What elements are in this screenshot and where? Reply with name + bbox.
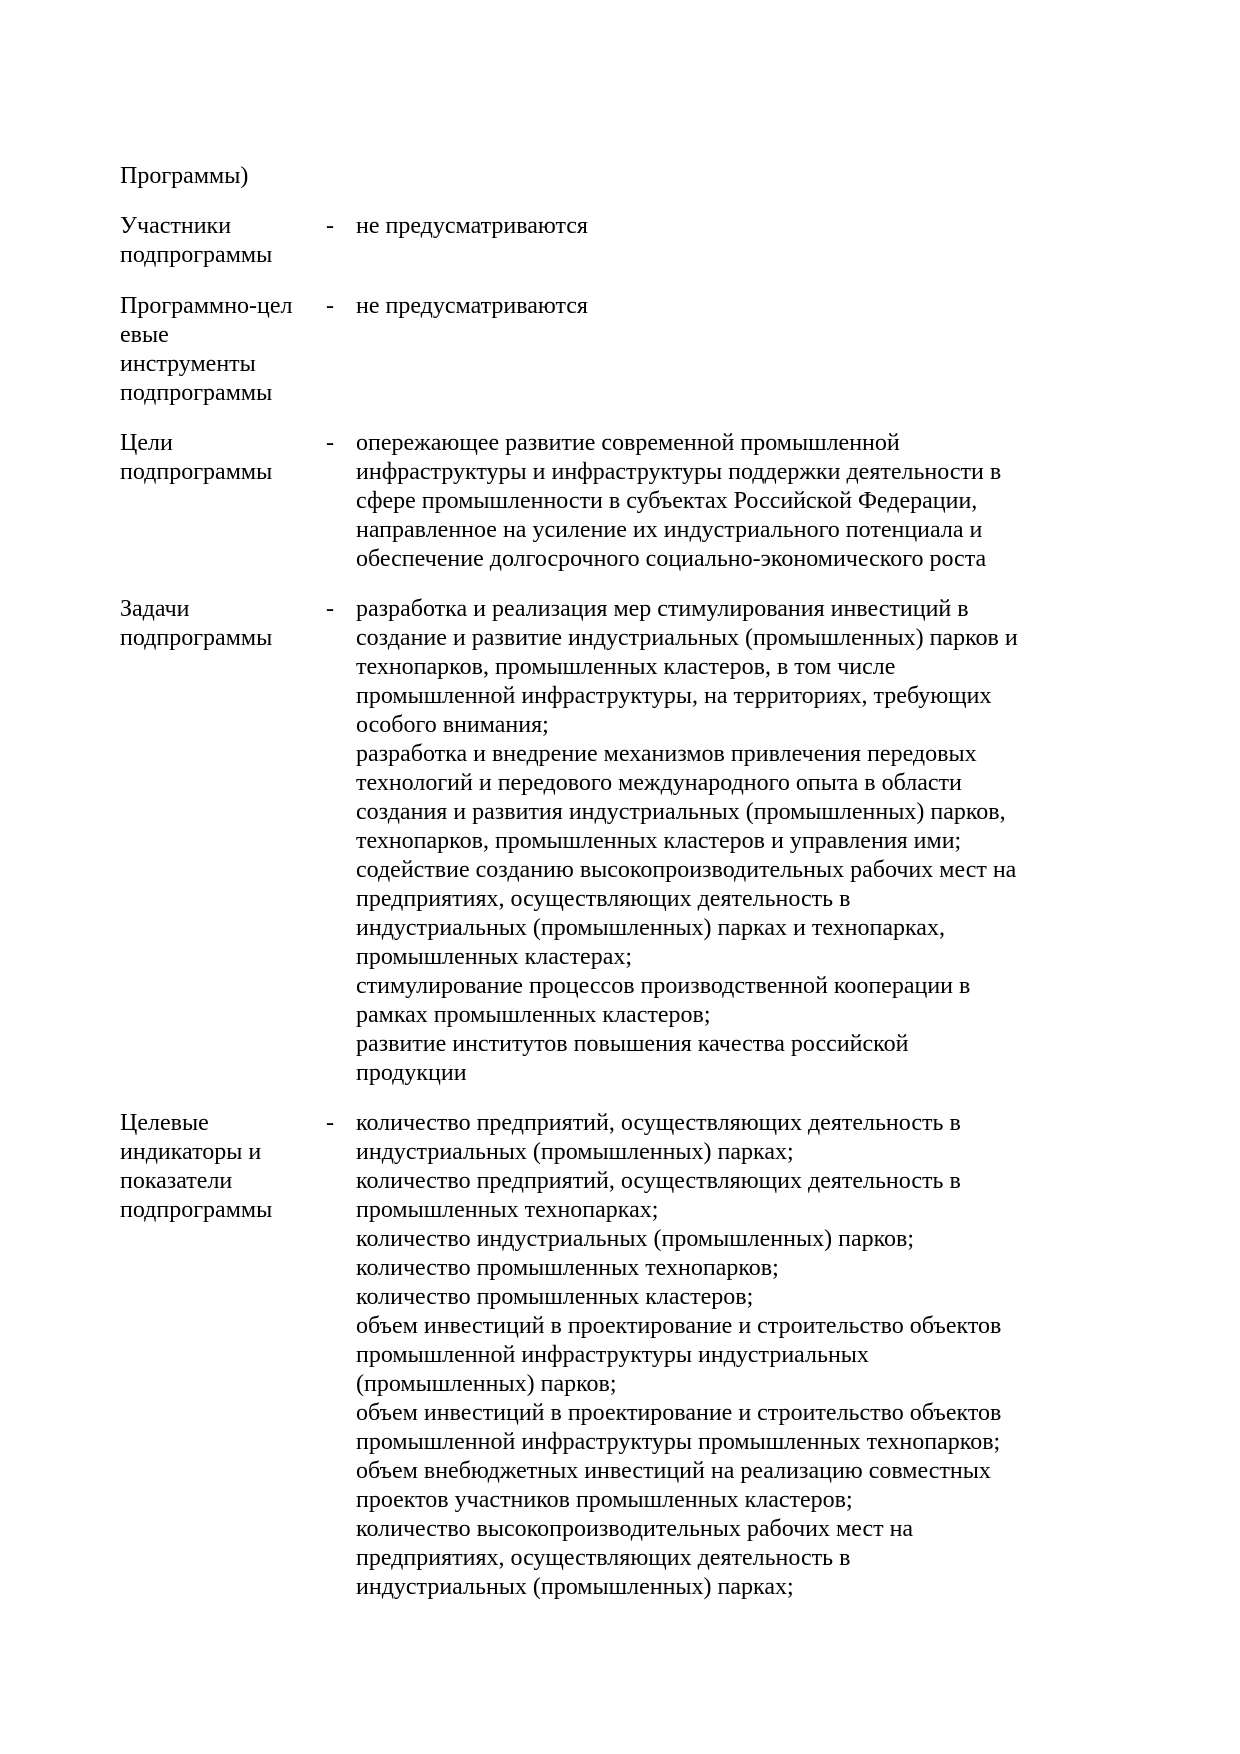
row-dash: - xyxy=(326,430,334,456)
row-dash: - xyxy=(326,293,334,319)
row-label-line: показатели xyxy=(120,1168,233,1194)
row-label-line: Участники xyxy=(120,213,232,239)
row-value-line: технопарков, промышленных кластеров, в том числе xyxy=(356,654,896,680)
row-value-line: индустриальных (промышленных) парках и технопарках, xyxy=(356,915,945,941)
row-label-line: подпрограммы xyxy=(120,242,273,268)
row-value-line: промышленной инфраструктуры промышленных технопарков; xyxy=(356,1429,1001,1455)
row-value-line: количество предприятий, осуществляющих деятельность в xyxy=(356,1168,961,1194)
row-value-line: не предусматриваются xyxy=(356,293,588,319)
row-dash: - xyxy=(326,213,334,239)
row-value-line: стимулирование процессов производственной кооперации в xyxy=(356,973,971,999)
row-value-line: разработка и внедрение механизмов привлечения передовых xyxy=(356,741,977,767)
row-value-line: объем инвестиций в проектирование и строительство объектов xyxy=(356,1313,1002,1339)
row-value-line: объем внебюджетных инвестиций на реализацию совместных xyxy=(356,1458,991,1484)
row-value-line: разработка и реализация мер стимулирования инвестиций в xyxy=(356,596,969,622)
row-value-line: количество промышленных технопарков; xyxy=(356,1255,779,1281)
row-label-line: подпрограммы xyxy=(120,459,273,485)
row-label-line: Цели xyxy=(120,430,173,456)
row-value-line: опережающее развитие современной промышленной xyxy=(356,430,900,456)
row-dash: - xyxy=(326,596,334,622)
row-label-line: Целевые xyxy=(120,1110,209,1136)
row-value-line: особого внимания; xyxy=(356,712,549,738)
row-value-line: количество предприятий, осуществляющих деятельность в xyxy=(356,1110,961,1136)
row-label-line: Задачи xyxy=(120,596,190,622)
header-fragment: Программы) xyxy=(120,163,249,189)
row-value-line: индустриальных (промышленных) парках; xyxy=(356,1574,794,1600)
row-value-line: продукции xyxy=(356,1060,467,1086)
row-value-line: технопарков, промышленных кластеров и управления ими; xyxy=(356,828,962,854)
row-value-line: количество индустриальных (промышленных) парков; xyxy=(356,1226,915,1252)
row-value-line: промышленных технопарках; xyxy=(356,1197,659,1223)
row-value-line: предприятиях, осуществляющих деятельность в xyxy=(356,1545,851,1571)
row-value-line: инфраструктуры и инфраструктуры поддержки деятельности в xyxy=(356,459,1002,485)
row-value-line: сфере промышленности в субъектах Российской Федерации, xyxy=(356,488,978,514)
row-value-line: (промышленных) парков; xyxy=(356,1371,617,1397)
row-value-line: проектов участников промышленных кластеров; xyxy=(356,1487,853,1513)
row-value-line: направленное на усиление их индустриального потенциала и xyxy=(356,517,983,543)
row-value-line: рамках промышленных кластеров; xyxy=(356,1002,711,1028)
row-label-line: Программно-цел xyxy=(120,293,293,319)
row-value-line: развитие институтов повышения качества российской xyxy=(356,1031,909,1057)
row-dash: - xyxy=(326,1110,334,1136)
row-value-line: создание и развитие индустриальных (промышленных) парков и xyxy=(356,625,1018,651)
row-label-line: подпрограммы xyxy=(120,1197,273,1223)
row-value-line: количество промышленных кластеров; xyxy=(356,1284,754,1310)
row-value-line: содействие созданию высокопроизводительных рабочих мест на xyxy=(356,857,1017,883)
row-value-line: создания и развития индустриальных (промышленных) парков, xyxy=(356,799,1006,825)
row-value-line: технологий и передового международного опыта в области xyxy=(356,770,962,796)
row-value-line: индустриальных (промышленных) парках; xyxy=(356,1139,794,1165)
row-value-line: предприятиях, осуществляющих деятельность в xyxy=(356,886,851,912)
row-value-line: количество высокопроизводительных рабочих мест на xyxy=(356,1516,914,1542)
row-value-line: не предусматриваются xyxy=(356,213,588,239)
row-label-line: инструменты xyxy=(120,351,256,377)
row-value-line: обеспечение долгосрочного социально-экономического роста xyxy=(356,546,987,572)
row-label-line: индикаторы и xyxy=(120,1139,262,1165)
row-value-line: промышленной инфраструктуры индустриальных xyxy=(356,1342,869,1368)
row-label-line: подпрограммы xyxy=(120,625,273,651)
row-label-line: подпрограммы xyxy=(120,380,273,406)
row-label-line: евые xyxy=(120,322,169,348)
row-value-line: объем инвестиций в проектирование и строительство объектов xyxy=(356,1400,1002,1426)
row-value-line: промышленной инфраструктуры, на территориях, требующих xyxy=(356,683,992,709)
row-value-line: промышленных кластерах; xyxy=(356,944,633,970)
